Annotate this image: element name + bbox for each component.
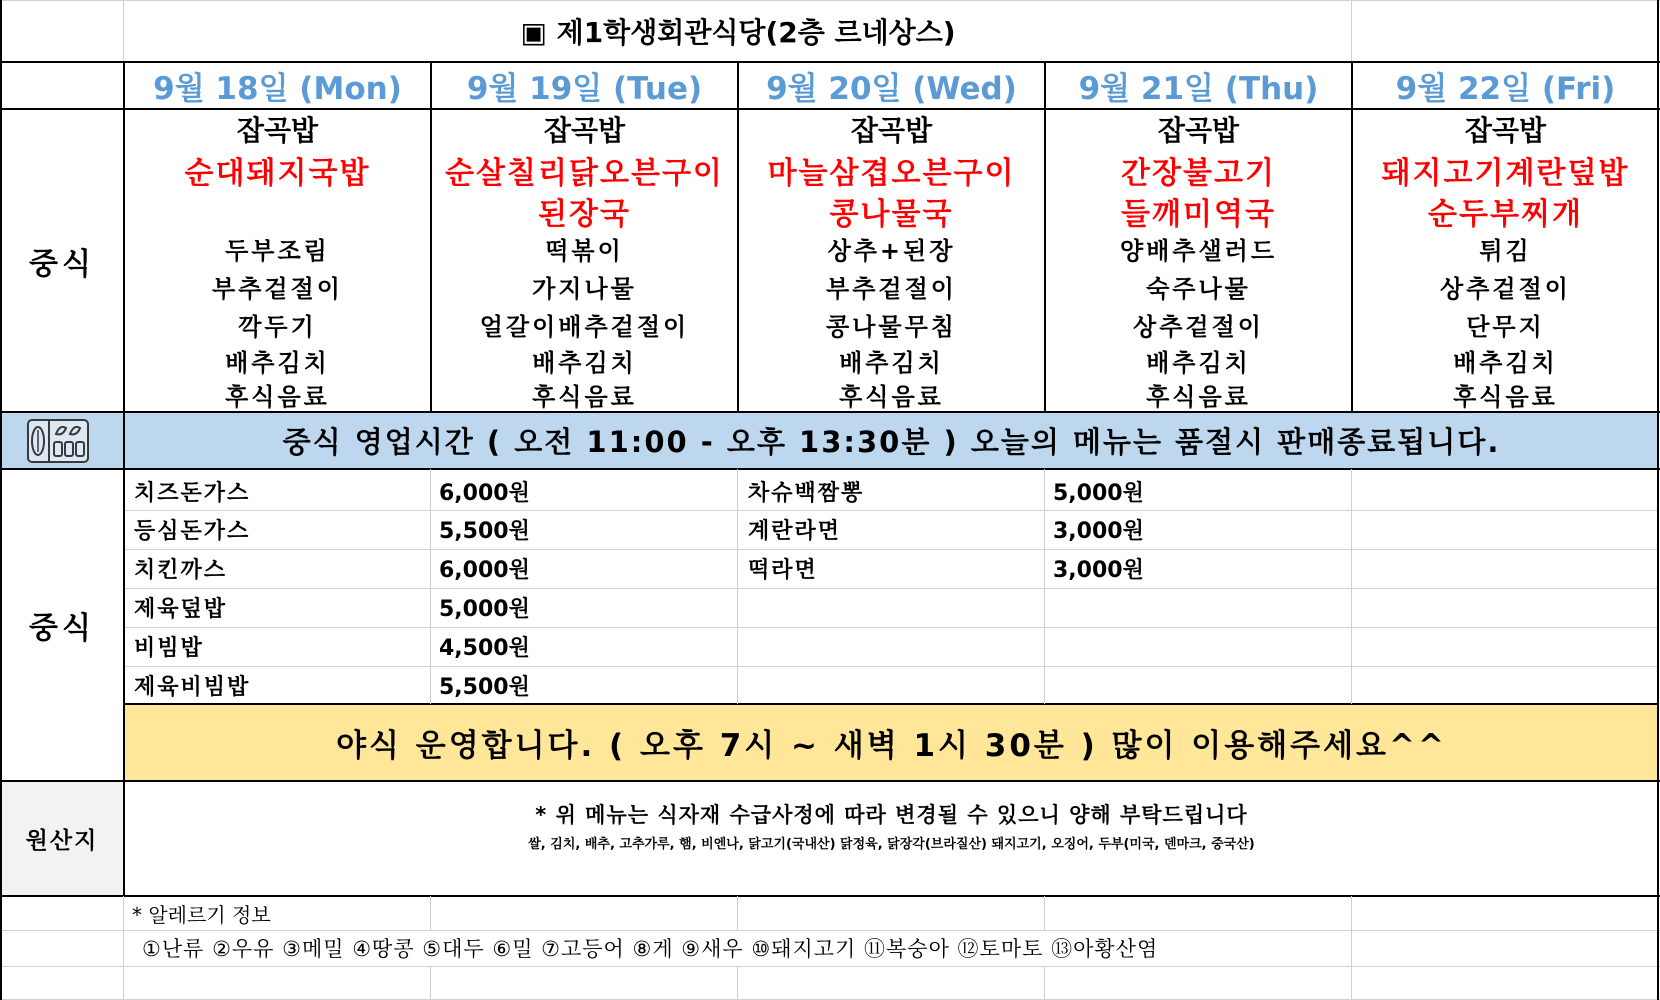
side-dish-mon-1: 두부조림 [225, 236, 330, 265]
day-header-tue: 9월 19일 (Tue) [466, 71, 703, 107]
origin-cell [124, 781, 1659, 896]
origin-notice: * 위 메뉴는 식자재 수급사정에 따라 변경될 수 있으니 양해 부탁드립니다 [535, 803, 1248, 827]
fixed-menu-price: 5,000원 [1053, 480, 1144, 506]
fixed-menu-price: 3,000원 [1053, 558, 1144, 583]
side-dish-wed-4: 배추김치 [839, 348, 944, 377]
main-dish-thu-2: 들깨미역국 [1121, 197, 1276, 232]
side-dish-tue-1: 떡볶이 [545, 236, 624, 265]
rice-mon: 잡곡밥 [236, 114, 319, 147]
fixed-menu-price: 6,000원 [439, 558, 530, 583]
side-dish-thu-1: 양배추샐러드 [1119, 236, 1278, 265]
side-dish-wed-3: 콩나물무침 [826, 312, 957, 341]
side-dish-tue-5: 후식음료 [532, 383, 637, 411]
cafeteria-icon-cell [0, 412, 124, 469]
side-dish-fri-3: 단무지 [1466, 312, 1545, 341]
fixed-menu-price: 5,500원 [439, 519, 530, 544]
side-dish-fri-2: 상추겉절이 [1440, 274, 1571, 303]
origin-detail: 쌀, 김치, 배추, 고추가루, 햄, 비엔나, 닭고기(국내산) 닭정육, 닭장각(브라질산) 돼지고기, 오징어, 두부(미국, 덴마크, 중국산) [528, 836, 1255, 852]
fixed-menu-item: 제육덮밥 [134, 597, 228, 622]
night-snack-banner: 야식 운영합니다. ( 오후 7시 ~ 새벽 1시 30분 ) 많이 이용해주세요^^ [124, 704, 1659, 781]
side-dish-thu-2: 숙주나물 [1146, 274, 1251, 303]
main-dish-wed-1: 마늘삼겹오븐구이 [767, 156, 1016, 191]
fixed-menu-item: 계란라면 [748, 519, 842, 544]
main-dish-tue-2: 된장국 [538, 197, 631, 232]
side-dish-mon-4: 배추김치 [225, 348, 330, 377]
side-dish-tue-2: 가지나물 [532, 274, 637, 303]
side-dish-wed-2: 부추겉절이 [826, 274, 957, 303]
side-dish-mon-5: 후식음료 [225, 383, 330, 411]
main-dish-mon-1: 순대돼지국밥 [184, 156, 371, 191]
lunch-row-label: 중식 [29, 246, 95, 282]
fixed-menu-price: 4,500원 [439, 636, 530, 661]
fixed-menu-item: 차슈백짬뽕 [748, 480, 865, 506]
fixed-menu-price: 5,000원 [439, 597, 530, 622]
day-header-wed: 9월 20일 (Wed) [766, 71, 1017, 107]
rice-thu: 잡곡밥 [1157, 114, 1240, 147]
side-dish-fri-4: 배추김치 [1453, 348, 1558, 377]
fixed-menu-row-label: 중식 [29, 611, 95, 646]
side-dish-thu-5: 후식음료 [1146, 383, 1251, 411]
fixed-menu-price: 6,000원 [439, 480, 530, 506]
fixed-menu-item: 치킨까스 [134, 558, 228, 583]
side-dish-wed-5: 후식음료 [839, 383, 944, 411]
day-header-fri: 9월 22일 (Fri) [1395, 71, 1616, 107]
side-dish-tue-4: 배추김치 [532, 348, 637, 377]
cafeteria-tray-icon [0, 412, 124, 469]
rice-wed: 잡곡밥 [850, 114, 933, 147]
fixed-menu-item: 치즈돈가스 [134, 480, 251, 506]
side-dish-mon-3: 깍두기 [238, 312, 317, 341]
allergy-list: ①난류 ②우유 ③메밀 ④땅콩 ⑤대두 ⑥밀 ⑦고등어 ⑧게 ⑨새우 ⑩돼지고기 ⑪복숭아 ⑫토마토 ⑬아황산염 [142, 937, 1159, 961]
rice-tue: 잡곡밥 [543, 114, 626, 147]
fixed-menu-item: 제육비빔밥 [134, 674, 251, 700]
main-dish-tue-1: 순살칠리닭오븐구이 [445, 156, 724, 191]
origin-row-label: 원산지 [0, 781, 124, 896]
allergy-label: * 알레르기 정보 [132, 902, 271, 927]
side-dish-fri-5: 후식음료 [1453, 383, 1558, 411]
day-header-thu: 9월 21일 (Thu) [1078, 71, 1319, 107]
main-dish-fri-1: 돼지고기계란덮밥 [1381, 156, 1630, 191]
fixed-menu-item: 비빔밥 [134, 636, 204, 661]
fixed-menu-price: 5,500원 [439, 674, 530, 700]
side-dish-thu-4: 배추김치 [1146, 348, 1251, 377]
side-dish-thu-3: 상추겉절이 [1133, 312, 1264, 341]
side-dish-wed-1: 상추+된장 [827, 236, 956, 265]
page-title: ▣ 제1학생회관식당(2층 르네상스) [520, 16, 956, 49]
fixed-menu-item: 떡라면 [748, 558, 818, 583]
rice-fri: 잡곡밥 [1464, 114, 1547, 147]
main-dish-thu-1: 간장불고기 [1121, 156, 1276, 191]
fixed-menu-item: 등심돈가스 [134, 519, 251, 544]
side-dish-fri-1: 튀김 [1479, 236, 1532, 265]
side-dish-mon-2: 부추겉절이 [212, 274, 343, 303]
lunch-hours-banner: 중식 영업시간 ( 오전 11:00 - 오후 13:30분 ) 오늘의 메뉴는 품절시 판매종료됩니다. [124, 412, 1659, 469]
main-dish-wed-2: 콩나물국 [829, 197, 954, 232]
fixed-menu-price: 3,000원 [1053, 519, 1144, 544]
day-header-mon: 9월 18일 (Mon) [153, 71, 402, 107]
side-dish-tue-3: 얼갈이배추겉절이 [479, 312, 690, 341]
main-dish-fri-2: 순두부찌개 [1428, 197, 1583, 232]
